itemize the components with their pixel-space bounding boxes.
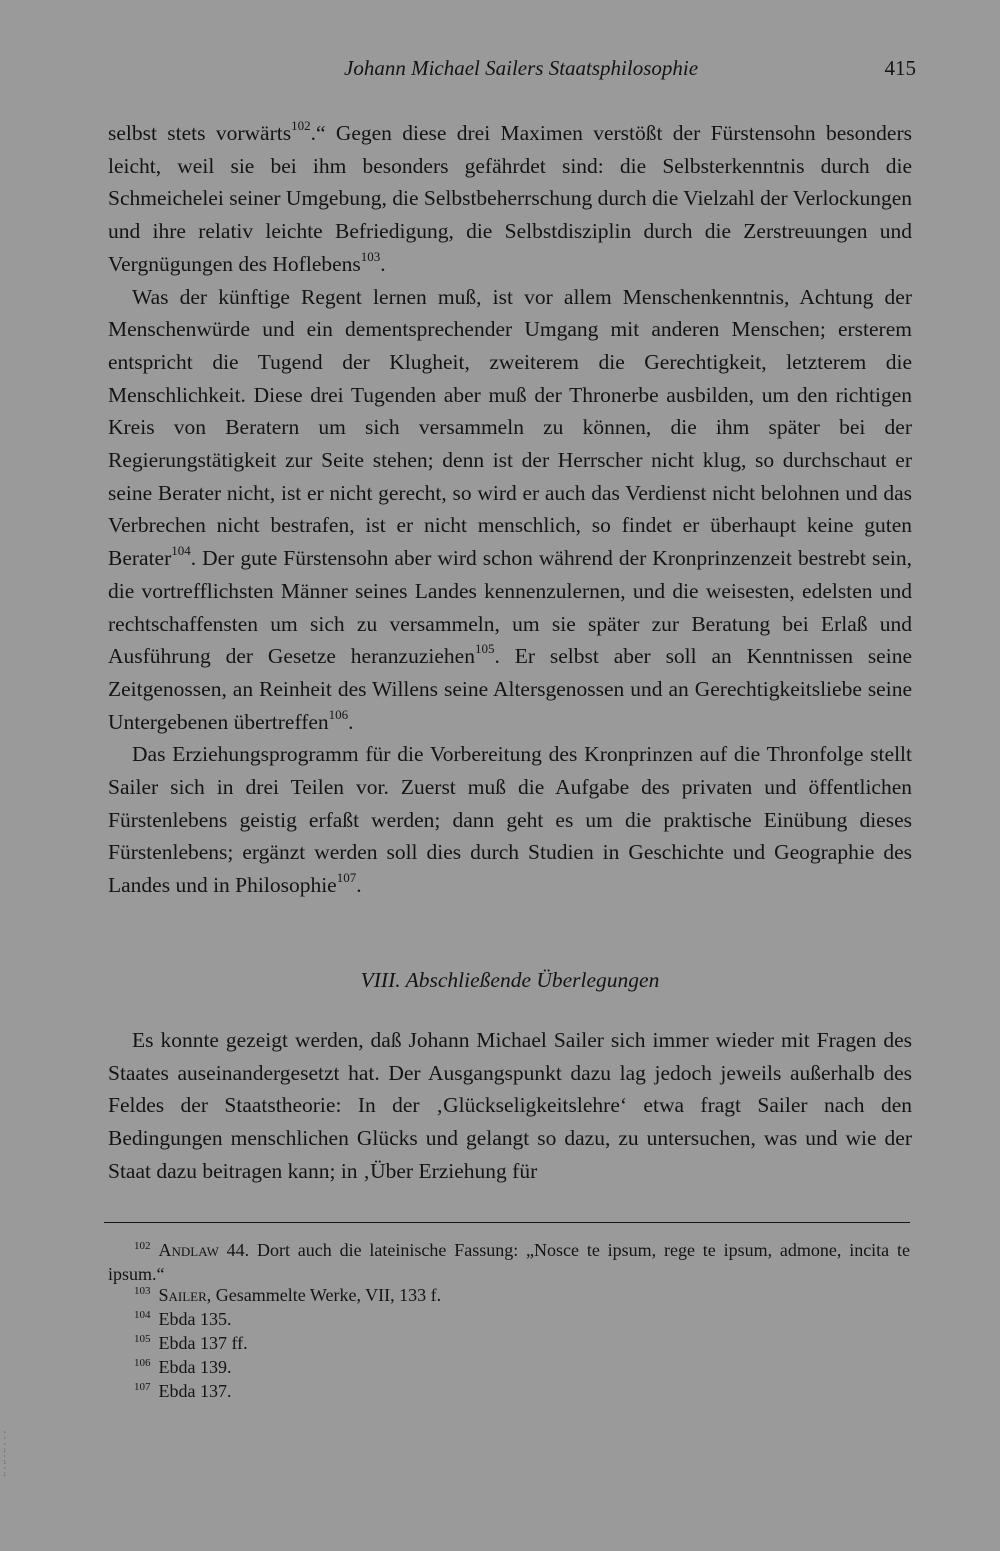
footnote-number: 106 xyxy=(134,1357,151,1369)
paragraph-text: .“ Gegen diese drei Maximen verstößt der Fürstensohn besonders leicht, weil sie bei ihm besonders gefährdet sind: die Selbsterkenntnis durch die Schmeichelei seiner Umgebung, die Selbstbeherrschung durch die Vielzahl der Verlockungen und ihre relativ leichte Befriedigung, die Selbstdisziplin durch die Zerstreuungen und Vergnügungen des Hoflebens xyxy=(108,121,912,276)
paragraph-text: . Der gute Fürstensohn aber wird schon während der Kronprinzenzeit bestrebt sein, die vortrefflichsten Männer seines Landes kennenzulernen, und die weisesten, edelsten und rechtschaffensten um sich zu versammeln, um sie später zur Beratung bei Erlaß und Ausführung der Gesetze heranzuziehen xyxy=(108,546,912,669)
footnote xyxy=(108,1285,910,1309)
footnote-text: Ebda 137 ff. xyxy=(158,1333,248,1353)
paragraph xyxy=(108,117,912,281)
section-paragraph: Es konnte gezeigt werden, daß Johann Michael Sailer sich immer wieder mit Fragen des Staates auseinandergesetzt hat. Der Ausgangspunkt dazu lag jedoch jeweils außerhalb des Feldes der Staatstheorie: In der ‚Glückseligkeitslehre‘ etwa fragt Sailer nach den Bedingungen menschlichen Glücks und gelangt so dazu, zu untersuchen, was und wie der Staat dazu beitragen kann; in ‚Über Erziehung für xyxy=(108,1028,912,1183)
paragraph-text: . xyxy=(348,709,354,734)
paragraph-text: selbst stets vorwärts xyxy=(108,121,292,145)
footnote xyxy=(108,1240,910,1285)
paragraph-text: Was der künftige Regent lernen muß, ist vor allem Menschenkenntnis, Achtung der Menschenwürde und ein dementsprechender Umgang mit anderen Menschen; ersterem entspricht die Tugend der Klugheit, zweiterem die Gerechtigkeit, letzterem die Menschlichkeit. Diese drei Tugenden aber muß der Thronerbe ausbilden, um den richtigen Kreis von Beratern um sich versammeln zu können, die ihm später bei der Regierungstätigkeit zur Seite stehen; denn ist der Herrscher nicht klug, so durchschaut er seine Berater nicht, ist er nicht gerecht, so wird er auch das Verdienst nicht belohnen und das Verbrechen nicht bestrafen, ist er nicht menschlich, so findet er überhaupt keine guten Berater xyxy=(108,284,912,571)
footnote-number: 107 xyxy=(134,1381,151,1393)
footnote-author: Andlaw xyxy=(158,1240,219,1260)
footnote-text: Ebda 137. xyxy=(158,1381,232,1401)
page-header xyxy=(108,56,916,88)
footnote-author: Sailer xyxy=(158,1285,207,1305)
footnote-reference: 107 xyxy=(336,870,357,886)
footnote-text: , Gesammelte Werke, VII, 133 f. xyxy=(206,1285,442,1305)
footnote-number: 103 xyxy=(134,1285,151,1297)
footnote-text: Ebda 135. xyxy=(158,1309,232,1329)
footnote xyxy=(108,1309,910,1333)
footnote-reference: 103 xyxy=(360,248,381,264)
footnote-text: 44. Dort auch die lateinische Fassung: „Nosce te ipsum, rege te ipsum, admone, incita te ipsum.“ xyxy=(108,1240,910,1284)
paragraph xyxy=(108,281,912,739)
scan-edge-mark: · · · : · : · : xyxy=(3,1429,7,1478)
section-heading: VIII. Abschließende Überlegungen xyxy=(360,968,660,992)
footnote xyxy=(108,1357,910,1381)
footnote-number: 102 xyxy=(134,1240,151,1252)
footnote-rule xyxy=(104,1222,910,1223)
footnotes xyxy=(108,1240,910,1405)
footnote-reference: 106 xyxy=(328,706,349,722)
body-text xyxy=(108,117,912,902)
page-number: 415 xyxy=(884,56,916,80)
footnote-reference: 104 xyxy=(171,542,191,558)
paragraph xyxy=(108,738,912,902)
paragraph-text: Das Erziehungsprogramm für die Vorbereitung des Kronprinzen auf die Thronfolge stellt Sailer sich in drei Teilen vor. Zuerst muß die Aufgabe des privaten und öffentlichen Fürstenlebens geistig erfaßt werden; dann geht es um die praktische Einübung dieses Fürstenlebens; ergänzt werden soll dies durch Studien in Geschichte und Geographie des Landes und in Philosophie xyxy=(108,742,912,898)
footnote xyxy=(108,1333,910,1357)
paragraph-text: . xyxy=(356,873,362,898)
paragraph-text: . Er selbst aber soll an Kenntnissen seine Zeitgenossen, an Reinheit des Willens seine Altersgenossen und an Gerechtigkeitsliebe seine Untergebenen übertreffen xyxy=(108,644,912,734)
footnote-text: Ebda 139. xyxy=(158,1357,232,1377)
running-title: Johann Michael Sailers Staatsphilosophie xyxy=(344,56,699,80)
footnote-number: 104 xyxy=(134,1309,151,1321)
footnote-reference: 102 xyxy=(291,117,311,133)
footnote-reference: 105 xyxy=(474,641,495,657)
footnote xyxy=(108,1381,910,1405)
section-body xyxy=(108,1024,912,1188)
footnote-number: 105 xyxy=(134,1333,151,1345)
paragraph-text: . xyxy=(380,251,386,276)
